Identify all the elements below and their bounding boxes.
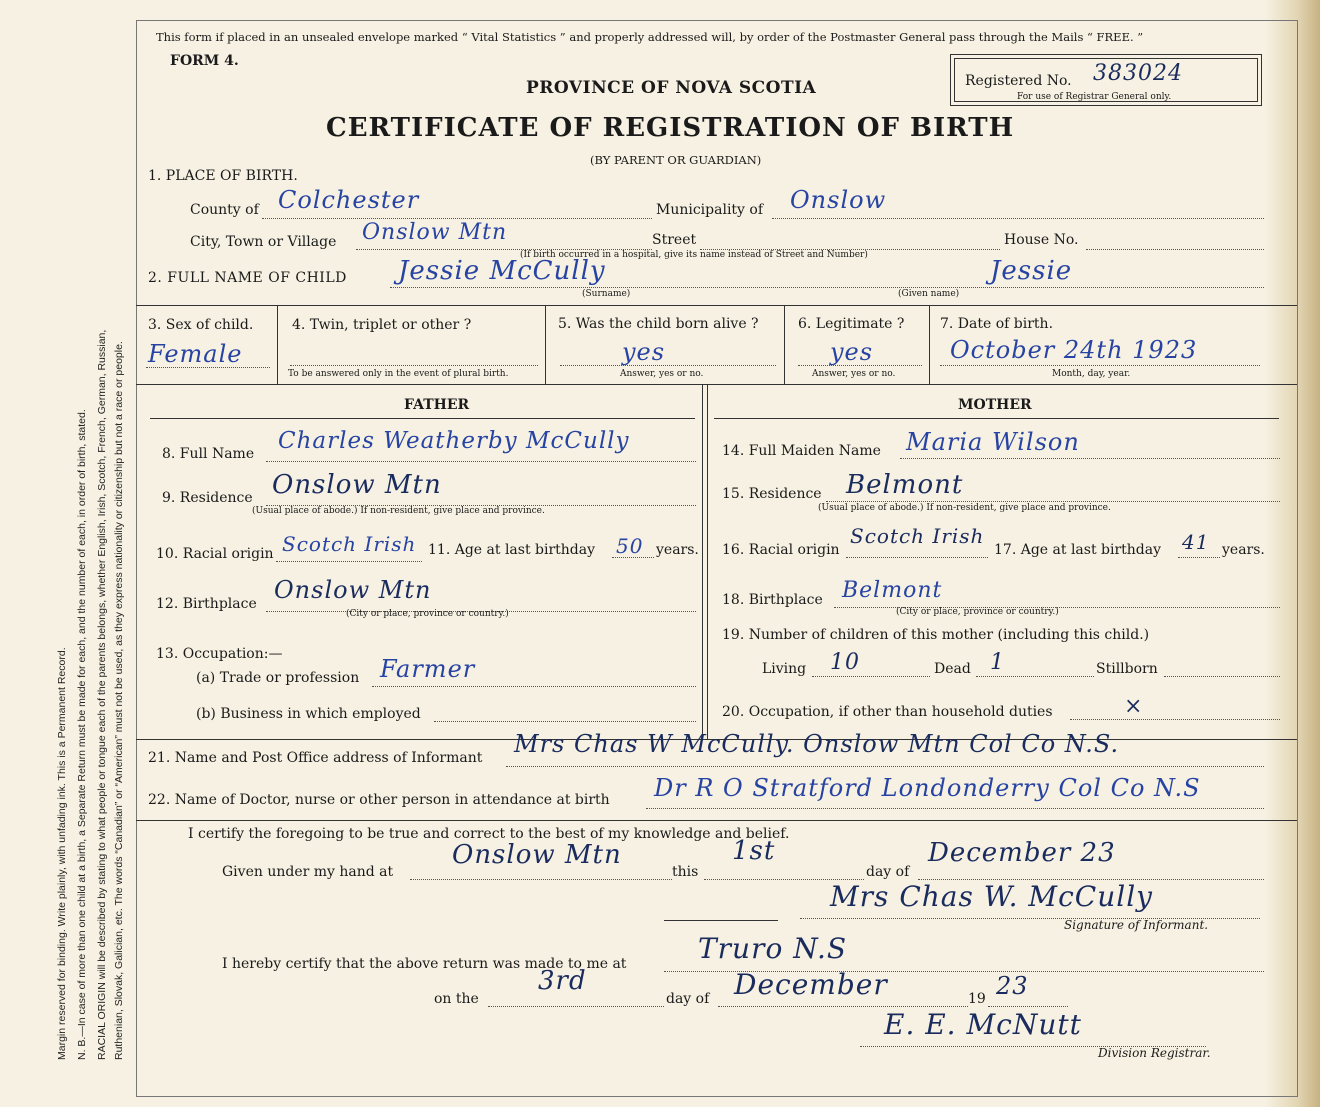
margin-note-racial-origin-2: Ruthenian, Slovak, Galician, etc. The words “Canadian” or “American” must not be used, as they express nationality or citizenship but not a race or people. [113, 341, 125, 1060]
father-heading-rule [150, 418, 695, 419]
mother-birthplace-label: 18. Birthplace [722, 592, 823, 608]
registrar-month-line [718, 1006, 968, 1007]
street-label: Street [652, 232, 697, 248]
alive-line [560, 365, 776, 366]
given-month-value: December 23 [928, 838, 1116, 868]
page-title: CERTIFICATE OF REGISTRATION OF BIRTH [326, 113, 1015, 143]
dead-line [976, 676, 1094, 677]
dob-value: October 24th 1923 [950, 336, 1198, 364]
sex-label: 3. Sex of child. [148, 317, 254, 333]
doctor-label: 22. Name of Doctor, nurse or other person in attendance at birth [148, 792, 610, 808]
mother-racial-line [846, 557, 988, 558]
doctor-value: Dr R O Stratford Londonderry Col Co N.S [654, 774, 1201, 802]
certify-text: I certify the foregoing to be true and correct to the best of my knowledge and belief. [188, 826, 790, 842]
child-name-line [390, 287, 1264, 288]
father-racial-line [276, 561, 422, 562]
given-label: Given under my hand at [222, 864, 394, 880]
mother-name-value: Maria Wilson [906, 428, 1080, 456]
county-label: County of [190, 202, 259, 218]
dob-label: 7. Date of birth. [940, 316, 1054, 332]
informant-label: 21. Name and Post Office address of Informant [148, 750, 483, 766]
place-of-birth-heading: 1. PLACE OF BIRTH. [148, 168, 298, 184]
stillborn-label: Stillborn [1096, 661, 1158, 677]
registrar-day-of-label: day of [666, 991, 710, 1007]
trade-value: Farmer [380, 655, 476, 683]
doctor-line [646, 808, 1264, 809]
father-age-label: 11. Age at last birthday [428, 542, 596, 558]
registrar-signature: E. E. McNutt [884, 1008, 1082, 1041]
trade-label: (a) Trade or profession [196, 670, 360, 686]
division-registrar-caption: Division Registrar. [1098, 1046, 1211, 1060]
mother-heading: MOTHER [958, 397, 1032, 413]
registrar-certify-text: I hereby certify that the above return was made to me at [222, 956, 627, 972]
dob-line [940, 365, 1260, 366]
col-divider-2 [545, 305, 546, 384]
registrar-year-line [988, 1006, 1068, 1007]
twin-note: To be answered only in the event of plural birth. [288, 369, 509, 379]
father-residence-value: Onslow Mtn [272, 470, 442, 500]
mail-note: This form if placed in an unsealed envelope marked “ Vital Statistics ” and properly addressed will, by order of the Postmaster General pass through the Mails “ FREE. ” [156, 30, 1144, 44]
living-line [812, 676, 930, 677]
mother-age-label: 17. Age at last birthday [994, 542, 1162, 558]
margin-note-racial-origin-1: RACIAL ORIGIN will be described by stating to what people or tongue each of the parents belongs, whether English, Irish, Scotch, French, German, Russian, [96, 329, 108, 1060]
mother-racial-label: 16. Racial origin [722, 542, 840, 558]
surname-caption: (Surname) [582, 289, 631, 299]
mother-occupation-value: × [1124, 694, 1144, 719]
father-racial-value: Scotch Irish [282, 532, 417, 556]
signature-caption: Signature of Informant. [1064, 918, 1209, 932]
dead-label: Dead [934, 661, 971, 677]
mother-name-line [900, 458, 1280, 459]
children-count-label: 19. Number of children of this mother (including this child.) [722, 627, 1150, 643]
registrar-year-value: 23 [996, 972, 1029, 1000]
mother-residence-line [826, 501, 1280, 502]
registrar-day-value: 3rd [538, 966, 587, 996]
hospital-note: (If birth occurred in a hospital, give its name instead of Street and Number) [520, 250, 868, 260]
alive-label: 5. Was the child born alive ? [558, 316, 759, 332]
municipality-label: Municipality of [656, 202, 764, 218]
father-name-label: 8. Full Name [162, 446, 255, 462]
mother-name-label: 14. Full Maiden Name [722, 443, 881, 459]
informant-line [506, 766, 1264, 767]
house-label: House No. [1004, 232, 1079, 248]
mother-heading-rule [714, 418, 1279, 419]
father-years-label: years. [656, 542, 699, 558]
col-divider-3 [784, 305, 785, 384]
given-caption: (Given name) [898, 289, 960, 299]
informant-signature: Mrs Chas W. McCully [830, 880, 1153, 913]
given-place-value: Onslow Mtn [452, 840, 622, 870]
house-line [1086, 249, 1264, 250]
province-heading: PROVINCE OF NOVA SCOTIA [526, 78, 817, 98]
sex-line [146, 367, 270, 368]
dead-value: 1 [990, 650, 1005, 675]
mother-occupation-line [1070, 719, 1280, 720]
sex-value: Female [148, 340, 243, 368]
twin-line [290, 365, 538, 366]
child-name-label: 2. FULL NAME OF CHILD [148, 270, 347, 286]
day-of-label: day of [866, 864, 910, 880]
mother-racial-value: Scotch Irish [850, 524, 985, 548]
living-label: Living [762, 661, 807, 677]
business-label: (b) Business in which employed [196, 706, 421, 722]
father-name-line [266, 461, 696, 462]
city-value: Onslow Mtn [362, 220, 508, 245]
city-label: City, Town or Village [190, 234, 337, 250]
dob-note: Month, day, year. [1052, 369, 1131, 379]
form-number: FORM 4. [170, 53, 239, 69]
county-line [262, 218, 652, 219]
row-divider-top [136, 305, 1297, 306]
parents-divider [702, 384, 708, 739]
registrar-day-line [488, 1006, 664, 1007]
mother-occupation-label: 20. Occupation, if other than household duties [722, 704, 1053, 720]
margin-note-multiple-births: N. B.—In case of more than one child at a birth, a Separate Return must be made for each, and the number of each, in order of birth, stated. [76, 409, 88, 1060]
registrar-month-value: December [734, 968, 888, 1001]
municipality-value: Onslow [790, 186, 887, 214]
col-divider-4 [929, 305, 930, 384]
legitimate-note: Answer, yes or no. [812, 369, 896, 379]
mother-residence-label: 15. Residence [722, 486, 822, 502]
father-racial-label: 10. Racial origin [156, 546, 274, 562]
municipality-line [772, 218, 1264, 219]
stillborn-line [1164, 676, 1280, 677]
registered-note: For use of Registrar General only. [1017, 92, 1172, 102]
given-place-line [410, 879, 672, 880]
registered-label: Registered No. [965, 73, 1072, 89]
col-divider-1 [277, 305, 278, 384]
child-given-value: Jessie [990, 256, 1073, 286]
father-age-value: 50 [616, 534, 644, 558]
father-birthplace-value: Onslow Mtn [274, 576, 432, 604]
child-surname-value: Jessie McCully [398, 256, 606, 286]
mother-age-line [1178, 557, 1220, 558]
margin-note-binding: Margin reserved for binding. Write plainly, with unfading ink. This is a Permanent Record. [56, 647, 68, 1060]
alive-note: Answer, yes or no. [620, 369, 704, 379]
legitimate-label: 6. Legitimate ? [798, 316, 905, 332]
row-divider-bottom [136, 384, 1297, 385]
on-the-label: on the [434, 991, 479, 1007]
mother-residence-note: (Usual place of abode.) If non-resident, give place and province. [818, 503, 1111, 513]
certification-rule [136, 820, 1297, 821]
father-residence-note: (Usual place of abode.) If non-resident, give place and province. [252, 506, 545, 516]
occupation-label: 13. Occupation:— [156, 646, 283, 662]
this-label: this [672, 864, 699, 880]
registered-number: 383024 [1093, 61, 1183, 86]
mother-age-value: 41 [1182, 530, 1210, 554]
alive-value: yes [622, 338, 666, 366]
legitimate-value: yes [830, 338, 874, 366]
father-heading: FATHER [404, 397, 470, 413]
county-value: Colchester [278, 186, 420, 214]
given-day-value: 1st [732, 836, 776, 866]
mother-residence-value: Belmont [846, 470, 964, 500]
father-birthplace-label: 12. Birthplace [156, 596, 257, 612]
informant-value: Mrs Chas W McCully. Onslow Mtn Col Co N.S. [514, 730, 1120, 758]
father-name-value: Charles Weatherby McCully [278, 428, 630, 454]
registrar-place-value: Truro N.S [698, 932, 848, 965]
living-value: 10 [830, 650, 860, 675]
mother-birthplace-value: Belmont [842, 578, 943, 603]
mother-years-label: years. [1222, 542, 1265, 558]
father-birthplace-note: (City or place, province or country.) [346, 609, 509, 619]
father-residence-label: 9. Residence [162, 490, 253, 506]
short-rule [664, 920, 778, 921]
year-prefix: 19 [968, 991, 986, 1007]
twin-label: 4. Twin, triplet or other ? [292, 317, 472, 333]
registered-box [950, 54, 1262, 106]
legitimate-line [798, 365, 922, 366]
mother-birthplace-note: (City or place, province or country.) [896, 607, 1059, 617]
business-line [434, 721, 696, 722]
subtitle: (BY PARENT OR GUARDIAN) [590, 153, 762, 167]
trade-line [372, 686, 696, 687]
